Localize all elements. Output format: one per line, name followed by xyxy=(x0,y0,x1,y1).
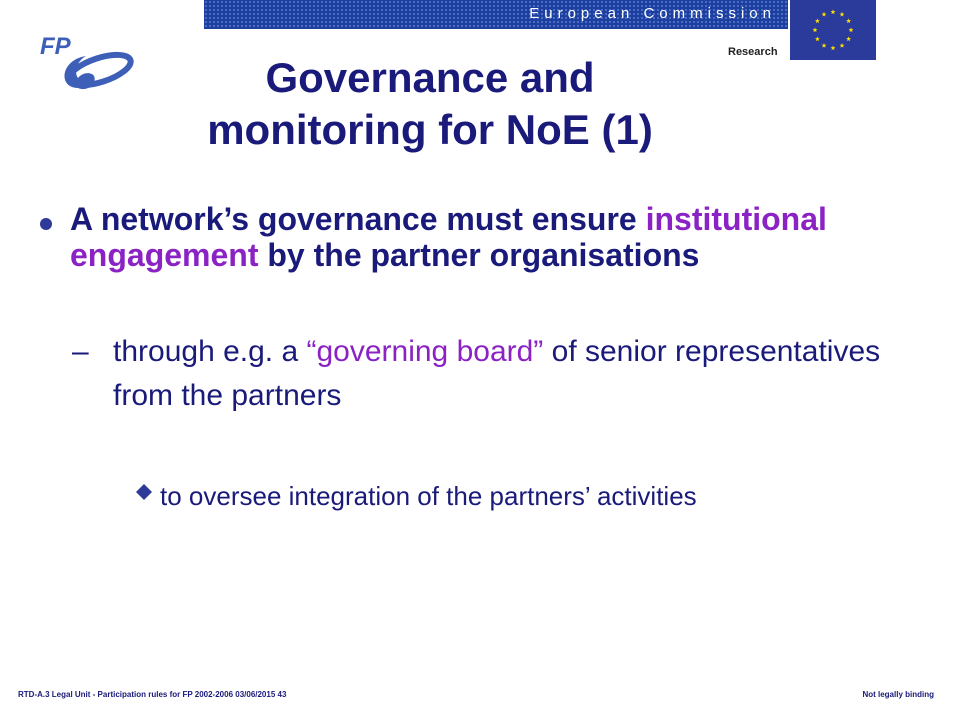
eu-star-icon xyxy=(846,18,851,23)
eu-star-icon xyxy=(849,27,854,32)
svg-text:FP: FP xyxy=(40,33,71,60)
eu-star-icon xyxy=(846,36,851,41)
eu-star-icon xyxy=(822,12,827,17)
main-bullet-text-1: A network’s governance must ensure xyxy=(70,201,646,237)
eu-star-icon xyxy=(831,9,836,14)
eu-star-icon xyxy=(840,12,845,17)
title-line-2: monitoring for NoE (1) xyxy=(207,106,653,153)
sub-bullet xyxy=(113,330,933,418)
eu-star-icon xyxy=(831,45,836,50)
eu-star-icon xyxy=(840,43,845,48)
footer-disclaimer: Not legally binding xyxy=(862,690,934,699)
eu-star-icon xyxy=(822,43,827,48)
eu-flag-icon xyxy=(790,0,876,60)
eu-star-icon xyxy=(815,18,820,23)
main-bullet-text-2: by the partner organisations xyxy=(258,237,700,273)
sub-bullet-text-1: through e.g. a xyxy=(113,335,307,368)
slide-title xyxy=(80,52,780,156)
main-bullet-highlight: institutional engagement xyxy=(70,201,827,273)
sub-bullet-text-2: of senior representatives from the partners xyxy=(113,335,881,412)
footer-source: RTD-A.3 Legal Unit - Participation rules for FP 2002-2006 03/06/2015 43 xyxy=(18,690,287,699)
eu-star-icon xyxy=(815,36,820,41)
sub-bullet-highlight: “governing board” xyxy=(306,335,544,368)
main-bullet xyxy=(70,201,900,273)
bullet-icon xyxy=(40,218,52,230)
eu-star-icon xyxy=(813,27,818,32)
department-label: Research xyxy=(728,46,778,58)
european-commission-banner xyxy=(204,0,788,29)
dash-marker: – xyxy=(72,335,89,368)
diamond-bullet-icon xyxy=(136,484,152,500)
sub-sub-bullet: to oversee integration of the partners’ activities xyxy=(160,481,697,511)
title-line-1: Governance and xyxy=(265,54,595,101)
banner-text: European Commission xyxy=(529,5,776,22)
